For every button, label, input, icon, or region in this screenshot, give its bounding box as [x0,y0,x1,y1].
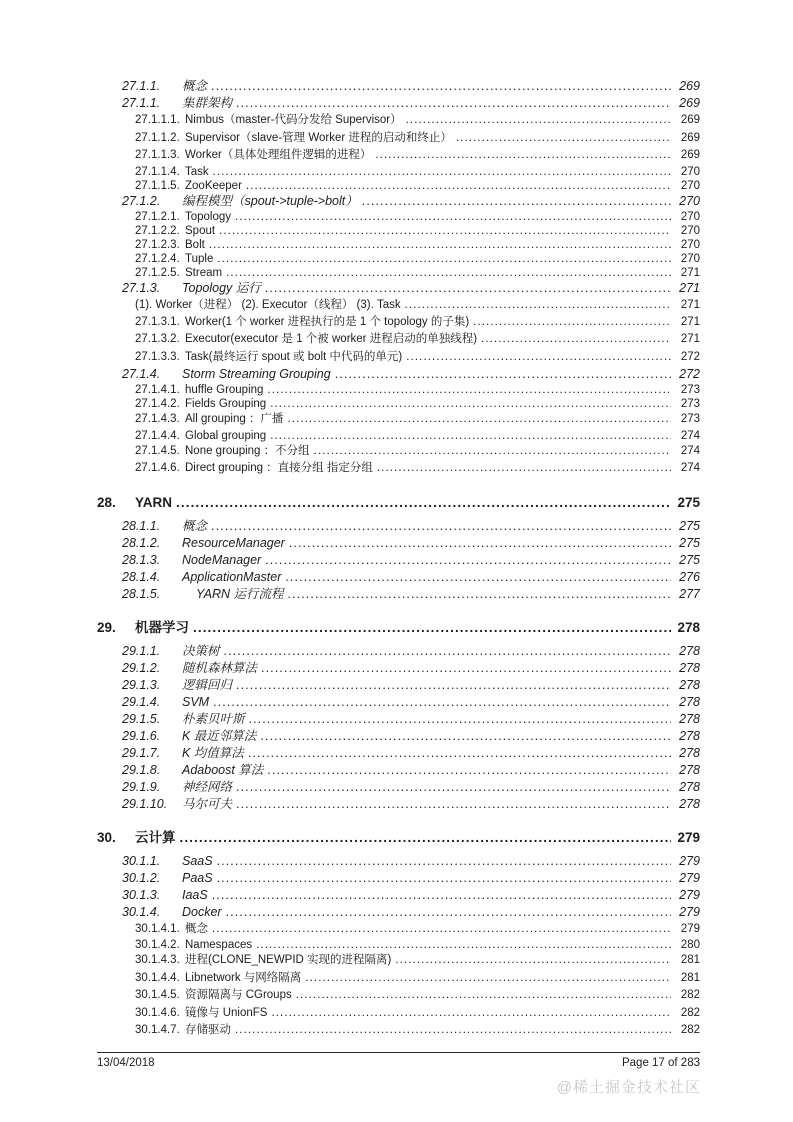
toc-entry-title: Task [185,165,209,178]
toc-leader-dots [180,825,672,851]
toc-leader-dots [267,762,671,779]
toc-entry-page: 270 [680,224,700,237]
toc-entry-title: NodeManager [182,552,262,567]
toc-entry-title: Docker [182,904,222,919]
toc-leader-dots [261,660,671,677]
toc-entry[interactable] [97,397,700,411]
toc-entry-title: 逻辑回归 [182,677,233,692]
toc-entry-page: 278 [679,779,700,794]
toc-entry-page: 273 [680,384,700,396]
toc-entry-page: 270 [679,193,700,208]
toc-entry-page: 278 [679,762,700,777]
toc-leader-dots [362,193,671,210]
toc-entry-number: 28. [97,494,116,510]
toc-leader-dots [285,569,671,586]
toc-entry[interactable] [97,179,700,193]
toc-entry-title: Global grouping [185,429,267,442]
toc-entry[interactable] [97,112,700,130]
toc-entry-number: 29.1.5. [122,711,161,726]
toc-entry-page: 278 [679,796,700,811]
toc-entry[interactable] [97,745,700,762]
toc-leader-dots [305,970,671,988]
toc-entry-title: huffle Grouping [185,384,264,396]
toc-entry-page: 281 [680,954,700,966]
toc-entry-number: 27.1.2.1. [135,210,180,223]
toc-leader-dots [288,586,671,603]
toc-entry-page: 271 [680,315,700,328]
toc-entry[interactable] [97,443,700,461]
toc-entry[interactable] [97,429,700,443]
toc-entry[interactable] [97,518,700,535]
toc-leader-dots [335,366,671,383]
toc-entry-title: 编程模型（spout->tuple->bolt） [182,193,358,208]
toc-entry-number: 29.1.9. [122,779,161,794]
toc-entry-title: (1). Worker（进程） (2). Executor（线程） (3). Task [135,298,401,311]
toc-entry-title: YARN [135,494,173,510]
toc-leader-dots [246,179,671,193]
toc-entry-page: 278 [679,728,700,743]
toc-entry-title: IaaS [182,887,208,902]
toc-entry-number: 29.1.2. [122,660,161,675]
toc-entry-number: 30.1.1. [122,853,161,868]
toc-entry[interactable] [97,535,700,552]
toc-entry-number: 27.1.4.1. [135,384,180,396]
toc-entry-page: 279 [680,922,700,935]
toc-entry-title: Fields Grouping [185,398,267,410]
toc-entry[interactable] [97,147,700,165]
toc-entry-number: 27.1.2.4. [135,252,180,265]
toc-entry-title: 云计算 [135,829,176,845]
toc-leader-dots [226,904,671,921]
toc-entry-title: ResourceManager [182,535,285,550]
page-footer [97,1052,700,1069]
toc-entry[interactable] [97,887,700,904]
toc-entry-page: 273 [680,413,700,425]
toc-entry-number: 27.1.1. [122,96,161,110]
toc-entry-number: 30.1.4.1. [135,922,180,935]
toc-entry[interactable] [97,366,700,383]
toc-entry-number: 29.1.8. [122,762,161,777]
toc-entry-page: 270 [680,238,700,251]
toc-leader-dots [406,349,671,367]
toc-entry[interactable] [97,297,700,314]
toc-entry[interactable] [97,677,700,694]
toc-leader-dots [236,95,671,112]
toc-entry-number: 27.1.3. [122,280,161,295]
toc-leader-dots [236,677,671,694]
toc-leader-dots [236,796,671,813]
toc-entry[interactable] [97,383,700,397]
toc-entry[interactable] [97,193,700,210]
toc-entry-page: 282 [680,1006,700,1019]
toc-leader-dots [314,443,671,461]
toc-entry-title: K 最近邻算法 [182,728,257,743]
toc-leader-dots [270,429,671,443]
toc-entry[interactable] [97,411,700,429]
toc-entry-title: 资源隔离与 CGroups [185,989,292,1001]
toc-entry-page: 274 [680,444,700,457]
toc-entry[interactable] [97,252,700,266]
toc-entry[interactable] [97,694,700,711]
toc-entry-number: 29. [97,619,116,635]
toc-leader-dots [481,331,671,349]
toc-entry[interactable] [97,349,700,367]
toc-entry-number: 27.1.1.3. [135,149,180,161]
toc-entry-title: Worker（具体处理组件逻辑的进程） [185,149,372,161]
toc-leader-dots [265,280,671,297]
toc-entry[interactable] [97,1022,700,1040]
toc-entry-page: 271 [679,280,700,295]
toc-entry-page: 271 [680,333,700,345]
toc-entry[interactable] [97,280,700,297]
toc-entry-page: 278 [679,694,700,709]
toc-entry[interactable] [97,314,700,332]
toc-entry-title: ZooKeeper [185,179,242,192]
toc-entry-title: Direct grouping ：直接分组 指定分组 [185,462,373,474]
toc-entry[interactable] [97,779,700,796]
toc-entry[interactable] [97,490,700,516]
toc-leader-dots [248,745,671,762]
toc-entry-number: 27.1.3.1. [135,315,180,328]
toc-leader-dots [176,490,671,516]
toc-entry[interactable] [97,660,700,677]
toc-entry-number: 27.1.3.3. [135,350,180,363]
toc-entry-page: 275 [679,518,700,533]
toc-entry-number: 28.1.1. [122,518,161,533]
watermark: @稀土掘金技术社区 [556,1079,701,1096]
toc-entry[interactable] [97,643,700,660]
toc-entry-page: 270 [680,252,700,265]
toc-leader-dots [377,460,671,478]
toc-entry-page: 279 [679,887,700,902]
toc-entry[interactable] [97,224,700,238]
toc-entry-title: 镜像与 UnionFS [185,1006,268,1019]
toc-entry-page: 270 [680,210,700,223]
toc-entry-page: 278 [677,619,700,635]
toc-entry[interactable] [97,615,700,641]
toc-leader-dots [406,112,671,130]
toc-entry-title: Topology 运行 [182,280,261,295]
toc-leader-dots [395,952,671,970]
toc-entry-page: 273 [680,398,700,410]
toc-entry-title: 存储驱动 [185,1024,231,1036]
toc-entry-number: 30.1.4.5. [135,989,180,1001]
toc-entry-number: 29.1.6. [122,728,161,743]
toc-entry-title: 随机森林算法 [182,660,258,675]
toc-entry-title: Spout [185,224,216,237]
toc-entry[interactable] [97,165,700,179]
toc-leader-dots [226,266,671,280]
toc-entry-page: 272 [680,350,700,363]
toc-leader-dots [265,552,671,569]
toc-entry-page: 279 [679,904,700,919]
toc-entry-title: Storm Streaming Grouping [182,367,331,381]
toc-entry-number: 27.1.2. [122,193,161,208]
toc-entry-page: 278 [679,711,700,726]
toc-entry-page: 280 [680,939,700,951]
toc-entry-number: 27.1.2.3. [135,238,180,251]
toc-entry-page: 269 [679,96,700,110]
toc-entry-number: 28.1.2. [122,535,161,550]
toc-entry-title: ApplicationMaster [182,569,282,584]
toc-entry-title: Tuple [185,252,214,265]
toc-entry-page: 279 [679,853,700,868]
toc-leader-dots [287,411,671,429]
toc-entry[interactable] [97,711,700,728]
toc-entry-page: 270 [680,165,700,178]
toc-entry-page: 269 [680,114,700,126]
toc-entry[interactable] [97,938,700,952]
toc-entry-page: 269 [679,79,700,93]
toc-entry-number: 30.1.2. [122,870,161,885]
toc-entry-page: 269 [680,149,700,161]
toc-entry-number: 27.1.4. [122,367,161,381]
toc-entry[interactable] [97,987,700,1005]
toc-entry-title: 概念 [182,518,208,533]
toc-entry-title: YARN 运行流程 [196,586,284,601]
toc-entry-number: 27.1.1. [122,79,161,93]
toc-entry-number: 27.1.4.6. [135,462,180,474]
toc-leader-dots [256,938,671,952]
toc-entry-title: Namespaces [185,939,253,951]
toc-entry-page: 279 [679,870,700,885]
toc-entry-title: None grouping ：不分组 [185,444,310,457]
toc-entry-title: K 均值算法 [182,745,244,760]
toc-entry-number: 27.1.1.4. [135,165,180,178]
toc-leader-dots [211,78,671,95]
toc-leader-dots [473,314,671,332]
toc-entry-title: 神经网络 [182,779,233,794]
toc-entry-title: 朴素贝叶斯 [182,711,245,726]
toc-leader-dots [219,224,671,238]
toc-entry[interactable] [97,552,700,569]
toc-entry[interactable] [97,762,700,779]
toc-entry-title: Task(最终运行 spout 或 bolt 中代码的单元) [185,350,403,363]
toc-entry[interactable] [97,825,700,851]
toc-entry[interactable] [97,1005,700,1023]
toc-entry-page: 282 [680,989,700,1001]
toc-entry-title: 概念 [182,79,208,93]
toc-leader-dots [270,397,671,411]
toc-entry-page: 278 [679,643,700,658]
toc-entry-number: 27.1.1.5. [135,179,180,192]
toc-leader-dots [260,728,671,745]
toc-entry-number: 30.1.4.6. [135,1006,180,1019]
toc-entry-page: 277 [679,586,700,601]
toc-entry-number: 30.1.4.2. [135,939,180,951]
toc-leader-dots [235,1022,671,1040]
toc-leader-dots [213,165,671,179]
toc-leader-dots [213,694,671,711]
toc-entry[interactable] [97,728,700,745]
toc-entry-title: 决策树 [182,643,220,658]
toc-entry-title: Topology [185,210,232,223]
toc-entry-number: 30.1.4.4. [135,971,180,984]
toc-entry-page: 275 [679,535,700,550]
toc-entry[interactable] [97,130,700,148]
toc-entry[interactable] [97,952,700,970]
toc-entry-number: 29.1.7. [122,745,161,760]
toc-entry-page: 278 [679,677,700,692]
toc-entry-title: Supervisor（slave-管理 Worker 进程的启动和终止） [185,131,452,144]
toc-entry-page: 270 [680,179,700,192]
toc-leader-dots [267,383,671,397]
toc-entry-title: PaaS [182,870,213,885]
toc-entry-number: 27.1.1.2. [135,131,180,144]
toc-leader-dots [217,870,671,887]
toc-entry[interactable] [97,238,700,252]
toc-leader-dots [212,921,671,939]
toc-entry-title: Nimbus（master-代码分发给 Supervisor） [185,114,402,126]
toc-entry-page: 278 [679,660,700,675]
toc-entry-number: 28.1.3. [122,552,161,567]
toc-entry-page: 274 [680,462,700,474]
toc-leader-dots [456,130,671,148]
toc-entry-title: Executor(executor 是 1 个被 worker 进程启动的单独线程) [185,333,478,345]
toc-entry[interactable] [97,921,700,939]
toc-entry-title: 马尔可夫 [182,796,233,811]
toc-entry-number: 27.1.1.1. [135,114,180,126]
toc-entry-number: 30.1.3. [122,887,161,902]
toc-entry-number: 30. [97,829,116,845]
toc-leader-dots [224,643,671,660]
toc-entry-number: 27.1.4.2. [135,398,180,410]
toc-entry[interactable] [97,78,700,95]
toc-entry-title: 概念 [185,922,208,935]
toc-entry[interactable] [97,870,700,887]
toc-leader-dots [271,1005,671,1023]
toc-leader-dots [235,210,671,224]
toc-entry-title: 集群架构 [182,96,233,110]
toc-leader-dots [249,711,671,728]
toc-leader-dots [211,518,671,535]
toc-entry-title: SVM [182,694,210,709]
toc-entry-page: 274 [680,429,700,442]
toc-entry-title: 进程(CLONE_NEWPID 实现的进程隔离) [185,954,392,966]
toc-entry-page: 271 [680,298,700,311]
toc-entry-number: 29.1.10. [122,796,168,811]
toc-entry-page: 276 [679,569,700,584]
toc-entry-number: 27.1.2.5. [135,266,180,279]
toc-entry-page: 279 [677,829,700,845]
toc-entry[interactable] [97,586,700,603]
toc-leader-dots [209,238,671,252]
toc-entry-number: 27.1.4.5. [135,444,180,457]
toc-entry-number: 27.1.4.4. [135,429,180,442]
toc-leader-dots [236,779,671,796]
toc-entry-title: Worker(1 个 worker 进程执行的是 1 个 topology 的子集) [185,315,470,328]
toc-entry-number: 29.1.3. [122,677,161,692]
toc-entry[interactable] [97,210,700,224]
toc-entry-title: Adaboost 算法 [182,762,264,777]
toc-entry-page: 275 [677,494,700,510]
toc-entry-page: 272 [679,367,700,381]
toc-leader-dots [212,887,671,904]
toc-leader-dots [296,987,671,1005]
toc-entry-number: 30.1.4.3. [135,954,180,966]
toc-entry[interactable] [97,460,700,478]
toc-entry-page: 281 [680,971,700,984]
toc-entry-number: 27.1.4.3. [135,413,180,425]
toc-entry[interactable] [97,331,700,349]
toc-entry[interactable] [97,95,700,112]
toc-leader-dots [217,853,671,870]
toc-entry-number: 28.1.4. [122,569,161,584]
footer-date: 13/04/2018 [97,1057,155,1069]
toc-entry-page: 278 [679,745,700,760]
toc-entry[interactable] [97,796,700,813]
toc-entry[interactable] [97,904,700,921]
toc-entry-page: 275 [679,552,700,567]
toc-entry-page: 271 [680,266,700,279]
toc-entry-number: 27.1.3.2. [135,333,180,345]
toc-entry-title: Libnetwork 与网络隔离 [185,971,302,984]
toc-leader-dots [217,252,671,266]
toc-entry[interactable] [97,266,700,280]
toc-leader-dots [289,535,671,552]
toc-entry[interactable] [97,569,700,586]
toc-entry-title: SaaS [182,853,213,868]
toc-entry-title: All grouping ：广播 [185,413,284,425]
toc-leader-dots [375,147,671,165]
toc-entry-number: 29.1.4. [122,694,161,709]
toc-entry-title: 机器学习 [135,619,189,635]
toc-leader-dots [193,615,671,641]
toc-entry-number: 29.1.1. [122,643,161,658]
toc-entry-title: Bolt [185,238,205,251]
toc-entry-number: 30.1.4.7. [135,1024,180,1036]
toc-entry-number: 28.1.5. [122,586,161,601]
toc-entry-page: 269 [680,131,700,144]
footer-page-number: Page 17 of 283 [621,1057,700,1069]
toc-entry-title: Stream [185,266,223,279]
toc-entry[interactable] [97,853,700,870]
toc-entry[interactable] [97,970,700,988]
toc-leader-dots [405,297,671,314]
toc-entry-page: 282 [680,1024,700,1036]
toc-entry-number: 30.1.4. [122,904,161,919]
toc-entry-number: 27.1.2.2. [135,224,180,237]
